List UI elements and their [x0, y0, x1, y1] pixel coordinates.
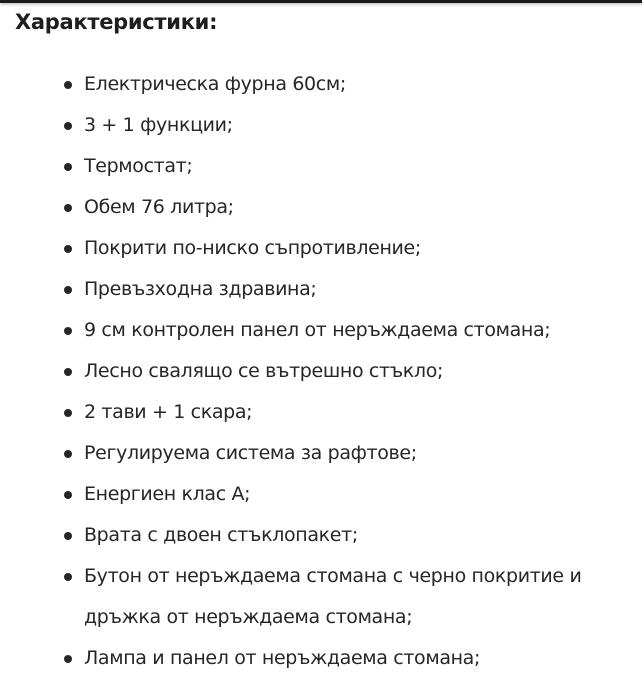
- section-heading: Характеристики:: [15, 10, 218, 34]
- list-item: [0, 228, 642, 269]
- list-item-text: Превъзходна здравина;: [84, 278, 317, 300]
- list-item-text: Врата с двоен стъклопакет;: [84, 524, 358, 546]
- list-item: [0, 187, 642, 228]
- list-item: [0, 146, 642, 187]
- bullet-icon: [64, 122, 72, 130]
- bullet-icon: [64, 409, 72, 417]
- bullet-icon: [64, 163, 72, 171]
- list-item: [0, 269, 642, 310]
- bullet-icon: [64, 573, 72, 581]
- list-item-text: Термостат;: [84, 155, 193, 177]
- list-item: [0, 638, 642, 679]
- list-item-text: Регулируема система за рафтове;: [84, 442, 417, 464]
- list-item: [0, 64, 642, 105]
- list-item-text: Лампа и панел от неръждаема стомана;: [84, 647, 481, 669]
- bullet-icon: [64, 327, 72, 335]
- list-item-text: Бутон от неръждаема стомана с черно покритие и дръжка от неръждаема стомана;: [84, 565, 582, 628]
- bullet-icon: [64, 532, 72, 540]
- list-item: [0, 474, 642, 515]
- list-item: [0, 310, 642, 351]
- bullet-icon: [64, 368, 72, 376]
- list-item-text: 2 тави + 1 скара;: [84, 401, 253, 423]
- list-item-text: Енергиен клас А;: [84, 483, 251, 505]
- list-item-text: Обем 76 литра;: [84, 196, 234, 218]
- list-item: [0, 515, 642, 556]
- list-item: [0, 433, 642, 474]
- features-list: [0, 64, 642, 679]
- list-item: [0, 392, 642, 433]
- list-item: [0, 556, 642, 638]
- bullet-icon: [64, 655, 72, 663]
- bullet-icon: [64, 286, 72, 294]
- list-item: [0, 105, 642, 146]
- bullet-icon: [64, 81, 72, 89]
- list-item-text: 9 см контролен панел от неръждаема стомана;: [84, 319, 551, 341]
- bullet-icon: [64, 204, 72, 212]
- list-item-text: Електрическа фурна 60см;: [84, 73, 346, 95]
- list-item: [0, 351, 642, 392]
- list-item-text: Лесно свалящо се вътрешно стъкло;: [84, 360, 444, 382]
- bullet-icon: [64, 450, 72, 458]
- bullet-icon: [64, 245, 72, 253]
- list-item-text: 3 + 1 функции;: [84, 114, 233, 136]
- list-item-text: Покрити по-ниско съпротивление;: [84, 237, 421, 259]
- top-bar: [0, 0, 642, 3]
- bullet-icon: [64, 491, 72, 499]
